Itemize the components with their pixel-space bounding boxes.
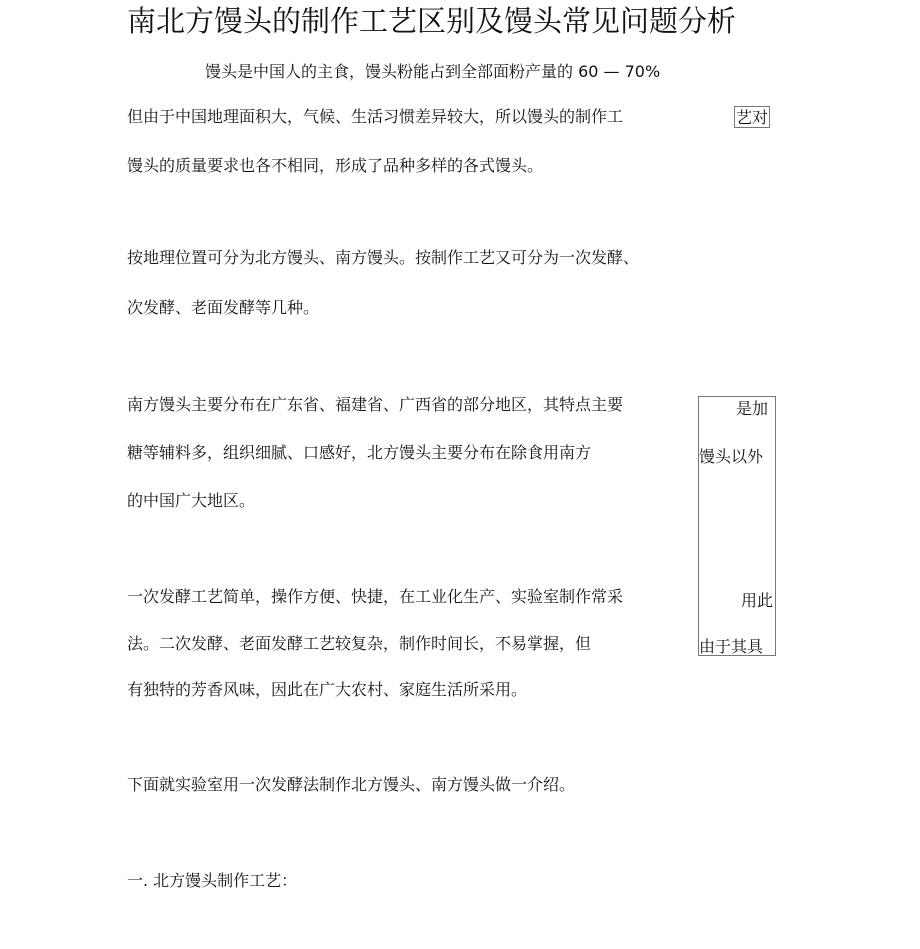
paragraph-line: 一次发酵工艺简单，操作方便、快捷，在工业化生产、实验室制作常采 [127,587,624,606]
document-title: 南北方馒头的制作工艺区别及馒头常见问题分析 [127,4,737,38]
section-heading: 一. 北方馒头制作工艺： [127,871,298,890]
paragraph-line: 下面就实验室用一次发酵法制作北方馒头、南方馒头做一介绍。 [127,775,576,794]
side-text-box [698,396,776,656]
side-box-line: 是加 [736,399,769,418]
paragraph-line: 次发酵、老面发酵等几种。 [127,298,320,317]
paragraph-line: 但由于中国地理面积大，气候、生活习惯差异较大，所以馒头的制作工 [127,107,624,126]
side-box-line: 由于其具 [699,637,764,656]
side-note-text: 艺对 [736,108,769,127]
paragraph-line: 糖等辅料多，组织细腻、口感好，北方馒头主要分布在除食用南方 [127,443,592,462]
paragraph-line: 的中国广大地区。 [127,491,256,510]
paragraph-line: 按地理位置可分为北方馒头、南方馒头。按制作工艺又可分为一次发酵、 [127,248,640,267]
paragraph-line: 法。二次发酵、老面发酵工艺较复杂，制作时间长，不易掌握，但 [127,634,592,653]
side-box-line: 用此 [741,591,774,610]
paragraph-line: 馒头是中国人的主食，馒头粉能占到全部面粉产量的 60 — 70% [205,62,661,81]
paragraph-line: 南方馒头主要分布在广东省、福建省、广西省的部分地区，其特点主要 [127,395,624,414]
paragraph-line: 有独特的芳香风味，因此在广大农村、家庭生活所采用。 [127,680,528,699]
side-box-line: 馒头以外 [699,447,764,466]
paragraph-line: 馒头的质量要求也各不相同，形成了品种多样的各式馒头。 [127,156,544,175]
